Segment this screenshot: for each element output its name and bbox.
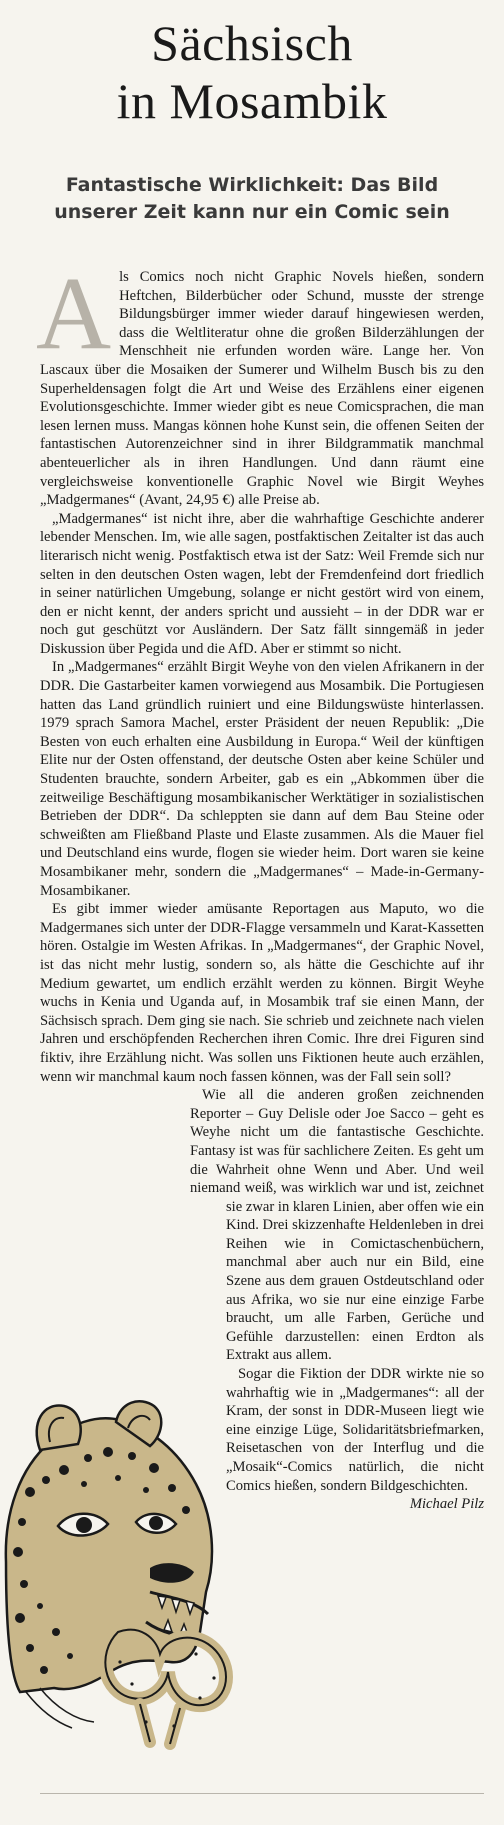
paragraph-3: In „Madgermanes“ erzählt Birgit Weyhe von den vielen Afrikanern in der DDR. Die Gastarbeiter kamen vorwiegend aus Mosambik. Die Portugiesen hatten das Land gründlich ruiniert und eine Bildungswüste hinterlassen. 1979 sprach Samora Machel, erster Präsident der neuen Republik: „Die Besten von euch erhalten eine Ausbildung in Europa.“ Weil der künftigen Elite nur der Osten offenstand, der deutsche Osten aber keine Schüler und Studenten brauchte, sondern Arbeiter, gab es ein „Abkommen über die zeitweilige Beschäftigung mosambikanischer Werktätiger in sozialistischen Betrieben der DDR“. Da schleppten sie dann auf dem Bau Steine oder schweißten am Fließband Plaste und Elaste zusammen. Als die Mauer fiel und Deutschland eins wurde, flogen sie wieder heim. Dort waren sie keine Mosambikaner mehr, sondern die „Madgermanes“ – Made-in-Germany-Mosambikaner. bbox=[40, 659, 484, 899]
illustration-wrap-spacer-1 bbox=[40, 1142, 190, 1216]
leopard-illustration bbox=[0, 1392, 236, 1760]
subheadline-line-2: unserer Zeit kann nur ein Comic sein bbox=[54, 201, 450, 223]
article-body bbox=[36, 256, 484, 1514]
headline bbox=[0, 14, 504, 130]
paragraph-5-text: Wie all die anderen großen zeichnenden Reporter – Guy Delisle oder Joe Sacco – geht es Weyhe nicht um die fantastische Geschichte. Fantasy ist was für sachlichere Zeiten. Es geht um die Wahrheit ohne Wenn und Aber. Und weil niemand weiß, was wirklich war und ist, zeichnet sie zwar in klaren Linien, aber offen wie ein Kind. Drei skizzenhafte Heldenleben in drei Reihen wie in Comictaschenbüchern, manchmal aber auch nur ein Bild, eine Szene aus dem grauen Ostdeutschland oder aus Afrika, wo sie nur eine einzige Farbe braucht, um alle Farben, Gerüche und Gefühle darzustellen: einen Erdton als Extrakt aus allem. bbox=[190, 1087, 484, 1364]
subheadline-line-1: Fantastische Wirklichkeit: Das Bild bbox=[65, 174, 439, 196]
bottom-rule bbox=[40, 1793, 484, 1794]
subheadline bbox=[0, 172, 504, 226]
paragraph-5 bbox=[40, 1086, 484, 1365]
drop-cap: A bbox=[36, 256, 112, 371]
headline-line-2: in Mosambik bbox=[116, 73, 388, 129]
paragraph-4: Es gibt immer wieder amüsante Reportagen aus Maputo, wo die Madgermanes sich unter der DDR-Flagge versammeln und Karat-Kassetten hören. Ostalgie im Westen Afrikas. In „Madgermanes“, der Graphic Novel, ist das nicht mehr lustig, sondern so, als hätte die Geschichte auf ihr Medium gewartet, um endlich erzählt werden zu können. Birgit Weyhe wuchs in Kenia und Uganda auf, in Mosambik traf sie einen Mann, der Sächsisch sprach. Dem ging sie nach. Sie schrieb und zeichnete nach vielen Jahren und erschöpfenden Recherchen ihren Comic. Ihre drei Figuren sind fiktiv, ihre Erzählung nicht. Was sollen uns Fiktionen heute auch erzählen, wenn wir manchmal kaum noch fassen können, was der Fall sein soll? bbox=[40, 901, 484, 1085]
paragraph-6-text: Sogar die Fiktion der DDR wirkte nie so wahrhaftig wie in „Madgermanes“: all der Kram, der sonst in DDR-Museen liegt wie eine einzige Lüge, Solidaritätsbriefmarken, Reisetaschen von der Interflug und die „Mosaik“-Comics natürlich, die nicht Comics hießen, sondern Bildgeschichten. bbox=[226, 1366, 484, 1494]
headline-line-1: Sächsisch bbox=[151, 15, 353, 71]
paragraph-2: „Madgermanes“ ist nicht ihre, aber die wahrhaftige Geschichte anderer lebender Menschen. Im, wie alle sagen, postfaktischen Zeitalter ist das auch literarisch nicht wenig. Postfaktisch etwa ist der Satz: Weil Fremde sich nur selten in den deutschen Osten wagen, lebt der Fremdenfeind dort friedlich in seiner natürlichen Umgebung, solange er nicht gestört wird von einem, den er nicht kennt, der anders spricht und aussieht – in der DDR war er noch gut geschützt vor Ausländern. Der Satz fällt sinngemäß in jeder Diskussion über Pegida und die AfD. Aber er stimmt so nicht. bbox=[40, 510, 484, 657]
paragraph-1: ls Comics noch nicht Graphic Novels hießen, sondern Heftchen, Bilderbücher oder Schund, musste der strenge Bildungsbürger immer wieder darauf hingewiesen werden, dass die Weltliteratur ohne die großen Bilderzählungen der Menschheit nie erfunden worden wäre. Lange her. Von Lascaux über die Mosaiken der Sumerer und Wilhelm Busch bis zu den Superheldensagen folgt die Art und Weise des Erzählens einer eigenen Evolutionsgeschichte. Immer wieder gibt es neue Comicsprachen, die man lesen lernen muss. Mangas können hohe Kunst sein, die offenen Seiten der fantastischen Autorenzeichner sind in ihrer Bildgrammatik manchmal abenteuerlicher als in ihren Handlungen. Und dann räumt eine vergleichsweise konventionelle Graphic Novel wie Birgit Weyhes „Madgermanes“ (Avant, 24,95 €) alle Preise ab. bbox=[40, 269, 484, 509]
author-signature: Michael Pilz bbox=[409, 1496, 484, 1513]
